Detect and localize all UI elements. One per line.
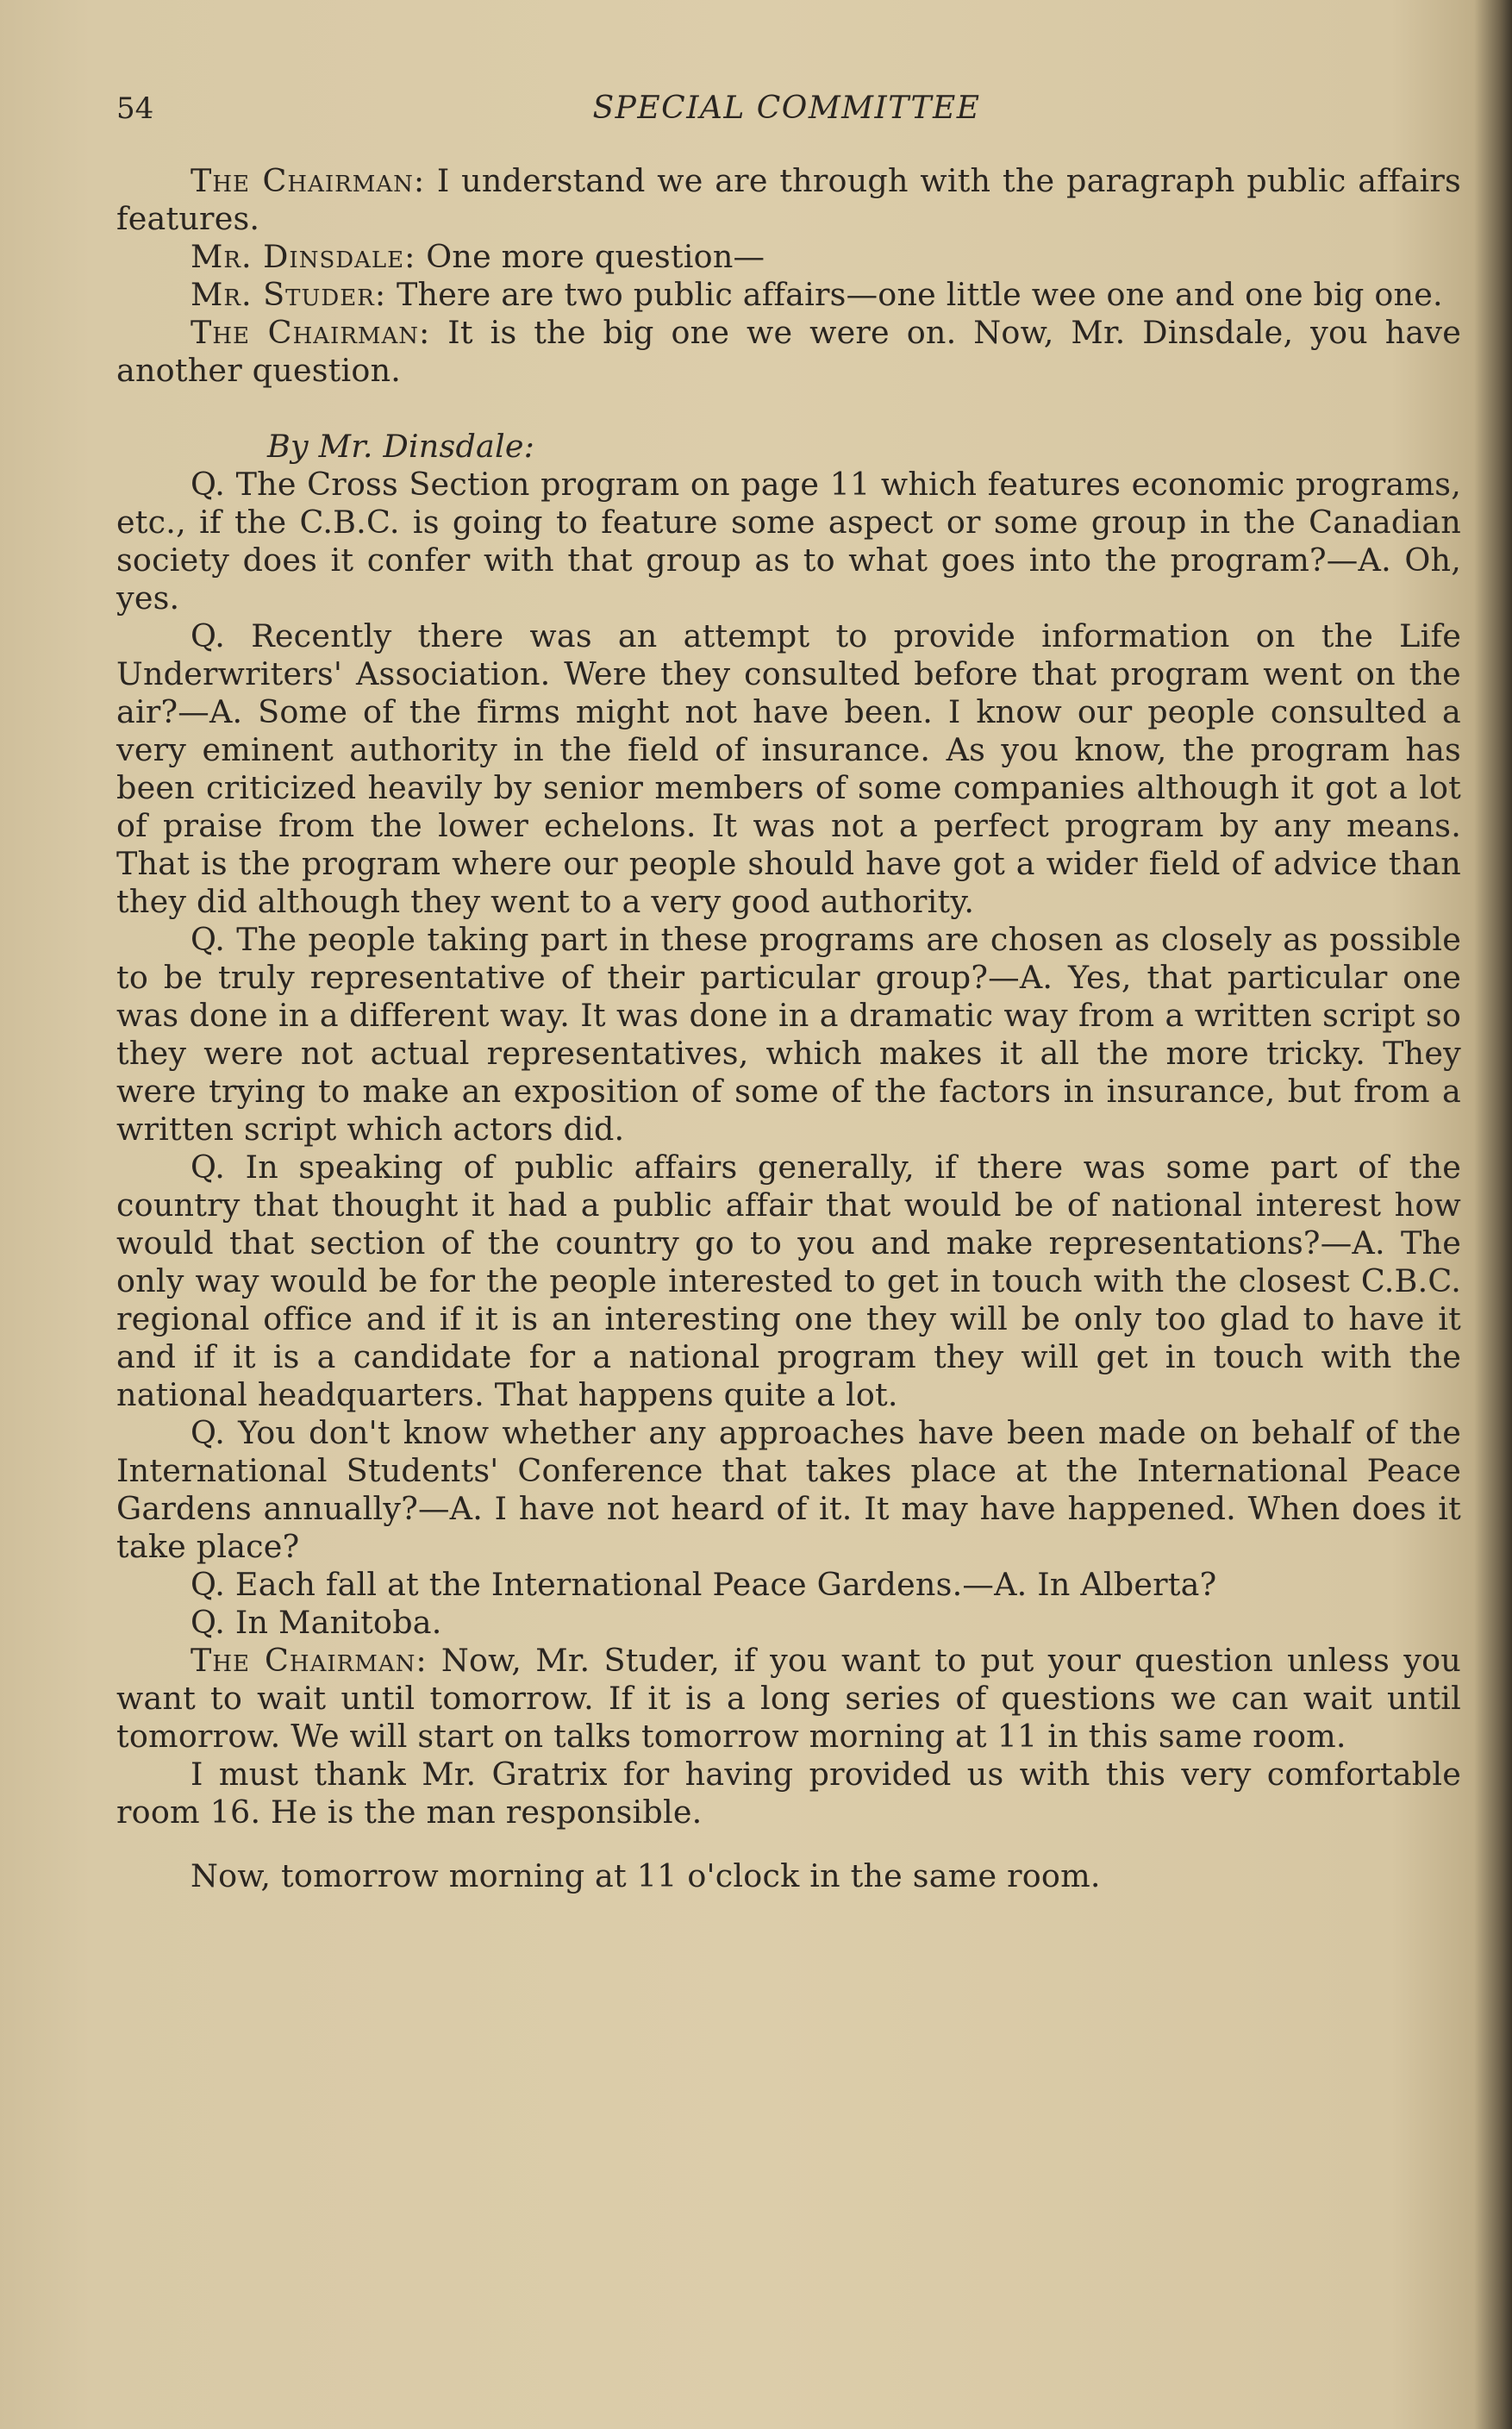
transcript-body: [116, 162, 1461, 1895]
speaker-name: The Chairman:: [191, 314, 431, 351]
question-answer: Q. Recently there was an attempt to provide information on the Life Underwriters' Association. Were they consulted before that program went on the air?—A. Some of the firms might not have been. I know our people consulted a very eminent authority in the field of insurance. As you know, the program has been criticized heavily by senior members of some companies although it got a lot of praise from the lower echelons. It was not a perfect program by any means. That is the program where our people should have got a wider field of advice than they did although they went to a very good authority.: [116, 617, 1461, 920]
paragraph-text: There are two public affairs—one little wee one and one big one.: [396, 276, 1443, 313]
examiner-byline: By Mr. Dinsdale:: [267, 428, 535, 465]
paragraph: [116, 238, 1461, 276]
page-number: 54: [116, 91, 154, 126]
paragraph-text: Now, Mr. Studer, if you want to put your question unless you want to wait until tomorrow. If it is a long series of questions we can wait until tomorrow. We will start on talks tomorrow morning at 11 in this same room.: [116, 1642, 1461, 1755]
paragraph: [116, 314, 1461, 390]
paragraph: Now, tomorrow morning at 11 o'clock in the same room.: [191, 1857, 1101, 1894]
question-answer: Q. You don't know whether any approaches have been made on behalf of the International Students' Conference that takes place at the International Peace Gardens annually?—A. I have not heard of it. It may have happened. When does it take place?: [116, 1414, 1461, 1565]
paragraph-text: One more question—: [426, 238, 765, 275]
running-head: [116, 88, 1457, 129]
paragraph-text: It is the big one we were on. Now, Mr. Dinsdale, you have another question.: [116, 314, 1461, 389]
paragraph: [116, 276, 1461, 314]
speaker-name: The Chairman:: [191, 1642, 428, 1679]
speaker-name: Mr. Dinsdale:: [191, 238, 416, 275]
speaker-name: The Chairman:: [191, 162, 426, 199]
question-answer: Q. The Cross Section program on page 11 which features economic programs, etc., if the C.B.C. is going to feature some aspect or some group in the Canadian society does it confer with that group as to what goes into the program?—A. Oh, yes.: [116, 466, 1461, 617]
running-title: SPECIAL COMMITTEE: [592, 91, 981, 126]
paragraph: I must thank Mr. Gratrix for having provided us with this very comfortable room 16. He is the man responsible.: [116, 1756, 1461, 1831]
question-answer: Q. In Manitoba.: [191, 1604, 442, 1641]
paragraph: [116, 162, 1461, 238]
speaker-name: Mr. Studer:: [191, 276, 387, 313]
paragraph-text: I understand we are through with the paragraph public affairs features.: [116, 162, 1461, 237]
question-answer: Q. Each fall at the International Peace Gardens.—A. In Alberta?: [191, 1566, 1217, 1603]
question-answer: Q. In speaking of public affairs generally, if there was some part of the country that thought it had a public affair that would be of national interest how would that section of the country go to you and make representations?—A. The only way would be for the people interested to get in touch with the closest C.B.C. regional office and if it is an interesting one they will be only too glad to have it and if it is a candidate for a national program they will get in touch with the national headquarters. That happens quite a lot.: [116, 1149, 1461, 1413]
paragraph: [116, 1642, 1461, 1756]
question-answer: Q. The people taking part in these programs are chosen as closely as possible to be truly representative of their particular group?—A. Yes, that particular one was done in a different way. It was done in a dramatic way from a written script so they were not actual representatives, which makes it all the more tricky. They were trying to make an exposition of some of the factors in insurance, but from a written script which actors did.: [116, 921, 1461, 1148]
